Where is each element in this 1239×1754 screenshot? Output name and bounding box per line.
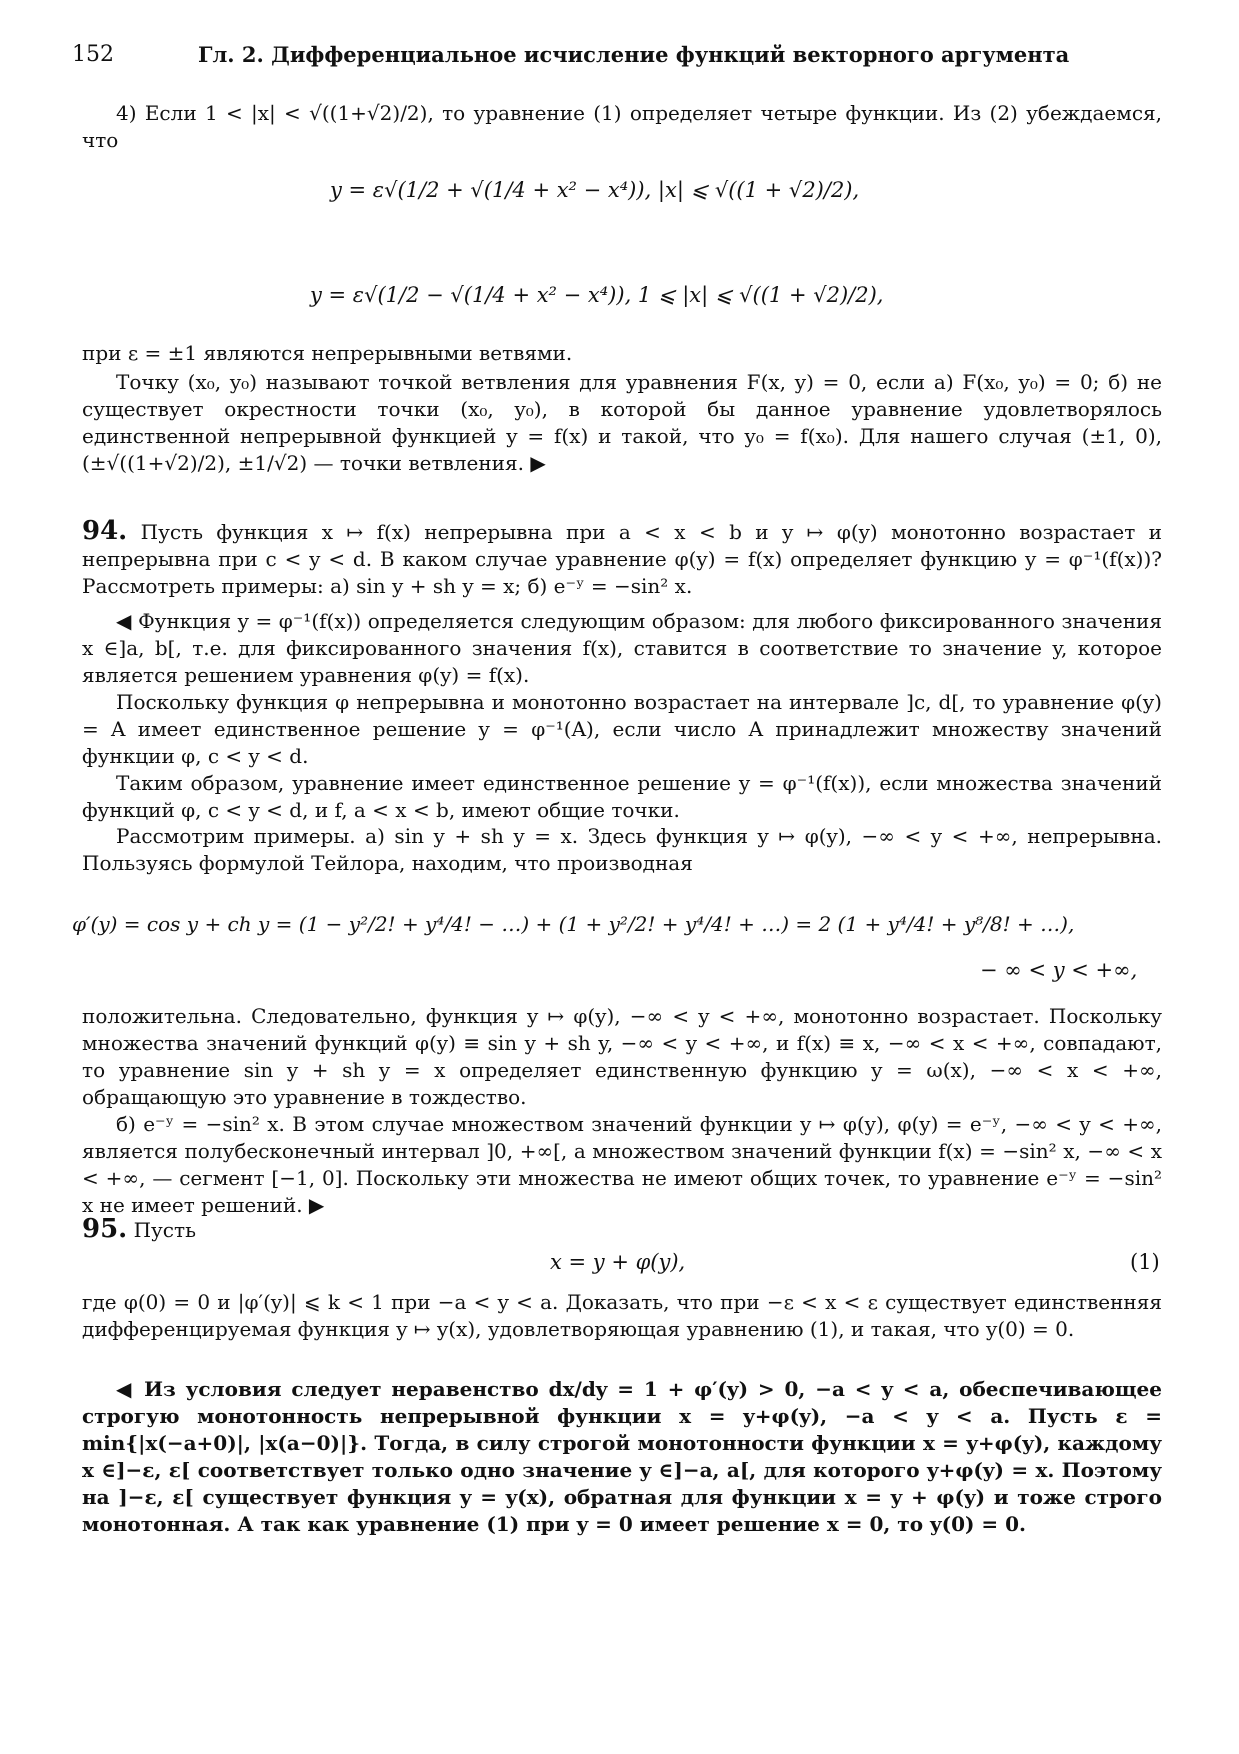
problem-94-text: Пусть функция x ↦ f(x) непрерывна при a < x < b и y ↦ φ(y) монотонно возрастает и непрерывна при c < y < d. В каком случае уравнение φ(y) = f(x) определяет функцию y = φ⁻¹(f(x))? Рассмотреть примеры: а) sin y + sh y = x; б) e⁻ʸ = −sin² x. xyxy=(82,520,1163,598)
paragraph-example-b: б) e⁻ʸ = −sin² x. В этом случае множеством значений функции y ↦ φ(y), φ(y) = e⁻ʸ, −∞ < y < +∞, является полубесконечный интервал ]0, +∞[, а множеством значений функции f(x) = −sin² x, −∞ < x < +∞, — сегмент [−1, 0]. Поскольку эти множества не имеют общих точек, то уравнение e⁻ʸ = −sin² x не имеет решений. ▶ xyxy=(82,1112,1162,1217)
formula-branch-minus: y = ε√(1/2 − √(1/4 + x² − x⁴)), 1 ⩽ |x| ⩽ √((1 + √2)/2), xyxy=(310,283,884,307)
formula-derivative-series: φ′(y) = cos y + ch y = (1 − y²/2! + y⁴/4! − …) + (1 + y²/2! + y⁴/4! + …) = 2 (1 + y⁴/4! + y⁸/8! + …), xyxy=(72,912,1075,936)
paragraph-solution-95: ◀ Из условия следует неравенство dx/dy = 1 + φ′(y) > 0, −a < y < a, обеспечивающее строгую монотонность непрерывной функции x = y+φ(y), −a < y < a. Пусть ε = min{|x(−a+0)|, |x(a−0)|}. Тогда, в силу строгой монотонности функции x = y+φ(y), каждому x ∈]−ε, ε[ соответствует только одно значение y ∈]−a, a[, для которого y+φ(y) = x. Поэтому на ]−ε, ε[ существует функция y = y(x), обратная для функции x = y + φ(y) и тоже строго монотонная. А так как уравнение (1) при y = 0 имеет решение x = 0, то y(0) = 0. xyxy=(82,1377,1162,1536)
page-number: 152 xyxy=(72,42,114,67)
formula-derivative-domain: − ∞ < y < +∞, xyxy=(980,958,1138,982)
paragraph-branch-point-definition: Точку (x₀, y₀) называют точкой ветвления для уравнения F(x, y) = 0, если а) F(x₀, y₀) = 0; б) не существует окрестности точки (x₀, y₀), в которой бы данное уравнение удовлетворялось единственной непрерывной функцией y = f(x) и такой, что y₀ = f(x₀). Для нашего случая (±1, 0), (±√((1+√2)/2), ±1/√2) — точки ветвления. ▶ xyxy=(82,370,1162,475)
paragraph-examples: Рассмотрим примеры. а) sin y + sh y = x. Здесь функция y ↦ φ(y), −∞ < y < +∞, непрерывна. Пользуясь формулой Тейлора, находим, что производная xyxy=(82,824,1162,875)
formula-branch-plus: y = ε√(1/2 + √(1/4 + x² − x⁴)), |x| ⩽ √((1 + √2)/2), xyxy=(330,178,860,202)
chapter-title: Гл. 2. Дифференциальное исчисление функций векторного аргумента xyxy=(198,42,1070,67)
formula-equation-1: x = y + φ(y), xyxy=(550,1250,686,1274)
problem-95-text: Пусть xyxy=(133,1218,196,1242)
paragraph-case-4: 4) Если 1 < |x| < √((1+√2)/2), то уравнение (1) определяет четыре функции. Из (2) убеждаемся, что xyxy=(82,101,1162,152)
paragraph-solution-94-conclusion: Таким образом, уравнение имеет единственное решение y = φ⁻¹(f(x)), если множества значений функций φ, c < y < d, и f, a < x < b, имеют общие точки. xyxy=(82,771,1162,822)
problem-94 xyxy=(82,518,1162,600)
paragraph-solution-94-monotone: Поскольку функция φ непрерывна и монотонно возрастает на интервале ]c, d[, то уравнение φ(y) = A имеет единственное решение y = φ⁻¹(A), если число A принадлежит множеству значений функции φ, c < y < d. xyxy=(82,690,1162,768)
paragraph-example-a-conclusion: положительна. Следовательно, функция y ↦ φ(y), −∞ < y < +∞, монотонно возрастает. Поскольку множества значений функций φ(y) ≡ sin y + sh y, −∞ < y < +∞, и f(x) ≡ x, −∞ < x < +∞, совпадают, то уравнение sin y + sh y = x определяет единственную функцию y = ω(x), −∞ < x < +∞, обращающую это уравнение в тождество. xyxy=(82,1004,1162,1109)
problem-95 xyxy=(82,1216,1162,1244)
paragraph-problem-95-statement: где φ(0) = 0 и |φ′(y)| ⩽ k < 1 при −a < y < a. Доказать, что при −ε < x < ε существует единственняя дифференцируемая функция y ↦ y(x), удовлетворяющая уравнению (1), и такая, что y(0) = 0. xyxy=(82,1290,1162,1341)
problem-number-94: 94. xyxy=(82,516,128,546)
equation-number-1: (1) xyxy=(1130,1250,1160,1274)
problem-number-95: 95. xyxy=(82,1214,128,1244)
paragraph-solution-94-definition: ◀ Функция y = φ⁻¹(f(x)) определяется следующим образом: для любого фиксированного значения x ∈]a, b[, т.е. для фиксированного значения f(x), ставится в соответствие то значение y, которое является решением уравнения φ(y) = f(x). xyxy=(82,609,1162,687)
paragraph-continuous-branches: при ε = ±1 являются непрерывными ветвями. xyxy=(82,341,573,365)
